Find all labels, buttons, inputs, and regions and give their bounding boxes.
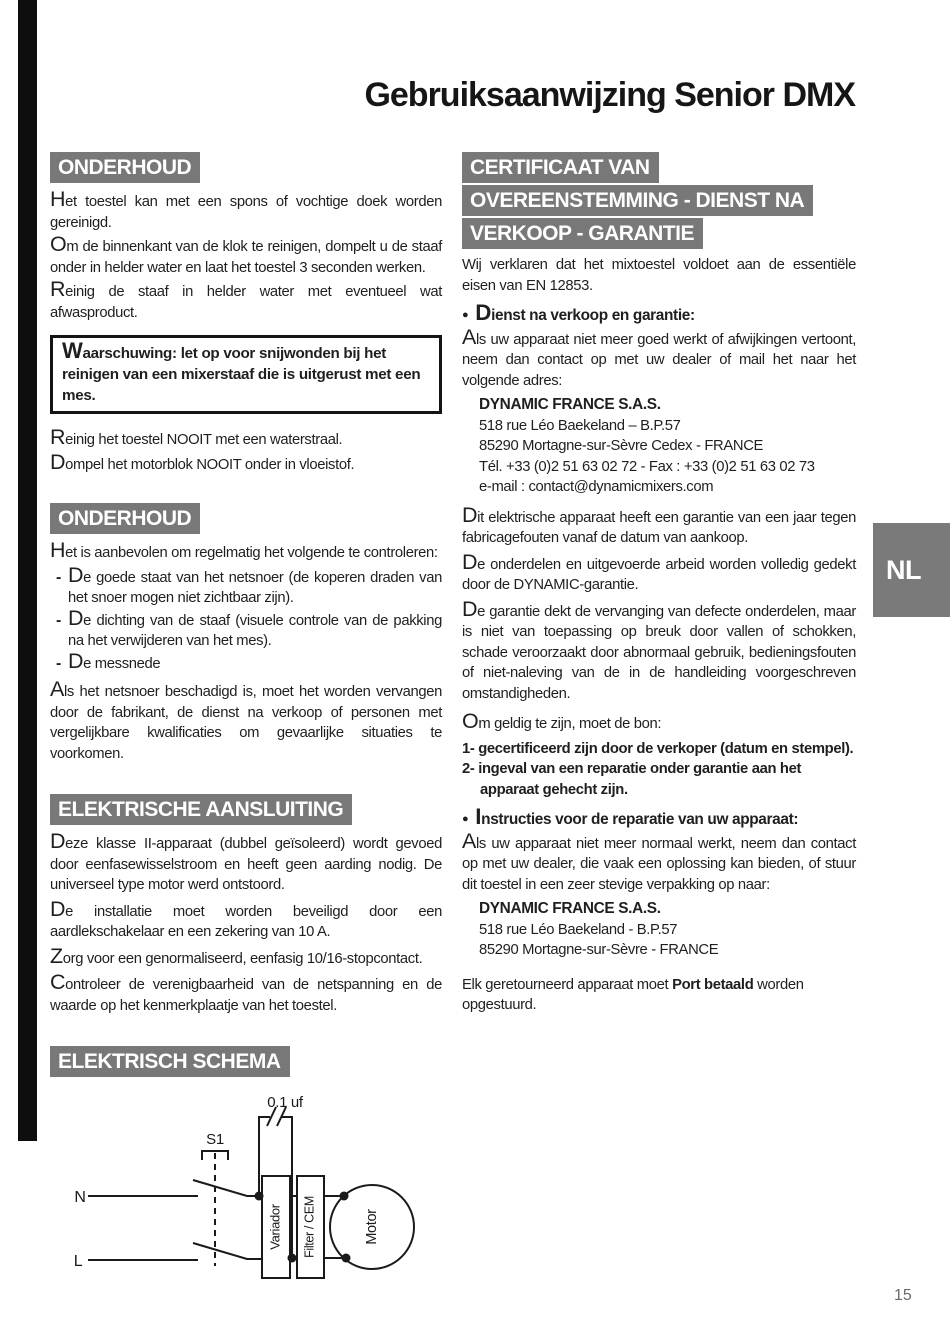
language-tab-nl: NL [873, 523, 950, 617]
checklist-item [50, 648, 442, 675]
paragraph: Dompel het motorblok NOOIT onder in vloeistof. [50, 449, 355, 474]
left-column [50, 152, 442, 1300]
paragraph: Reinig de staaf in helder water met eventueel wat afwasproduct. [50, 277, 442, 321]
address-email: e-mail : contact@dynamicmixers.com [479, 479, 714, 495]
dash-bullet: - [56, 654, 61, 672]
checklist-item [50, 605, 442, 652]
circuit-diagram [50, 1088, 450, 1300]
address-phone-fax: Tél. +33 (0)2 51 63 02 72 - Fax : +33 (0)2 51 63 02 73 [479, 458, 815, 475]
heading-line: CERTIFICAAT VAN [462, 152, 659, 183]
paragraph: Als uw apparaat niet meer goed werkt of afwijkingen vertoont, neem dan contact op met uw dealer of mail het naar het volgende adres: [462, 324, 856, 389]
paragraph: Als uw apparaat niet meer normaal werkt, neem dan contact op met uw dealer, die vaak een oplossing kan bieden, of stuur dit toestel in een zeer stevige verpakking op naar: [462, 828, 856, 893]
junction-dot [288, 1254, 297, 1263]
note-post: worden opgestuurd. [462, 976, 804, 1013]
subsection-heading-text: Dienst na verkoop en garantie: [475, 300, 695, 325]
section-heading-elektrische-aansluiting: ELEKTRISCHE AANSLUITING [50, 794, 352, 825]
heading-line: OVEREENSTEMMING - DIENST NA [462, 185, 813, 216]
note-pre: Elk geretourneerd apparaat moet [462, 976, 673, 993]
section-heading-onderhoud-1: ONDERHOUD [50, 152, 200, 183]
page-number: 15 [894, 1287, 912, 1304]
subsection-heading-service [462, 300, 856, 328]
paragraph: Om geldig te zijn, moet de bon: [462, 709, 662, 733]
warning-box [50, 335, 442, 414]
switch-label: S1 [206, 1131, 224, 1148]
right-column [462, 152, 856, 1016]
subsection-heading-text: Instructies voor de reparatie van uw apparaat: [475, 804, 799, 829]
paragraph: Controleer de verenigbaarheid van de netspanning en de waarde op het kenmerkplaatje van het toestel. [50, 970, 442, 1014]
address-block [479, 395, 856, 498]
paragraph: Het is aanbevolen om regelmatig het volgende te controleren: [50, 538, 438, 562]
checklist-item [50, 562, 442, 609]
filter-label: Filter / CEM [302, 1196, 317, 1258]
address-company: DYNAMIC FRANCE S.A.S. [479, 900, 661, 917]
subsection-heading-repair [462, 804, 856, 832]
page-title: Gebruiksaanwijzing Senior DMX [364, 76, 855, 114]
dash-bullet: - [56, 611, 61, 629]
return-shipping-note [462, 975, 856, 1016]
motor-label: Motor [363, 1209, 380, 1245]
neutral-label: N [74, 1189, 86, 1206]
junction-dot [342, 1254, 351, 1263]
checklist-item-text: De messnede [68, 648, 161, 673]
section-heading-onderhoud-2: ONDERHOUD [50, 503, 200, 534]
address-street: 518 rue Léo Baekeland – B.P.57 [479, 417, 681, 434]
checklist-item-text: De dichting van de staaf (visuele controle van de pakking na het verwijderen van het mes). [68, 605, 442, 649]
paragraph: Deze klasse II-apparaat (dubbel geïsoleerd) wordt gevoed door eenfasewisselstroom en heeft geen aarding nodig. De universeel type motor werd ontstoord. [50, 829, 442, 893]
validity-item-1: 1- gecertificeerd zijn door de verkoper (datum en stempel). [462, 740, 854, 757]
junction-dot [255, 1192, 264, 1201]
paragraph: Het toestel kan met een spons of vochtige doek worden gereinigd. [50, 187, 442, 231]
address-company: DYNAMIC FRANCE S.A.S. [479, 396, 661, 413]
bullet-icon: ● [462, 813, 469, 825]
section-heading-elektrisch-schema: ELEKTRISCH SCHEMA [50, 1046, 290, 1077]
address-block [479, 899, 856, 961]
bullet-icon: ● [462, 309, 469, 321]
warning-text: Waarschuwing: let op voor snijwonden bij het reinigen van een mixerstaaf die is uitgerust met een mes. [62, 338, 421, 404]
paragraph: Om de binnenkant van de klok te reinigen, dompelt u de staaf onder in helder water en laat het toestel 3 seconden werken. [50, 232, 442, 276]
line-label: L [73, 1253, 83, 1270]
paragraph: Wij verklaren dat het mixtoestel voldoet aan de essentiële eisen van EN 12853. [462, 257, 856, 294]
paragraph: De garantie dekt de vervanging van defecte onderdelen, maar is niet van toepassing op breuk door vallen of schokken, schade veroorzaakt door abnormaal gebruik, bedieningsfouten of niet-naleving van de in de handleiding voorgeschreven omstandigheden. [462, 596, 856, 702]
paragraph: Reinig het toestel NOOIT met een waterstraal. [50, 425, 343, 449]
checklist-item-text: De goede staat van het netsnoer (de koperen draden van het snoer mogen niet zichtbaar zijn). [68, 562, 442, 606]
section-heading-certificaat [462, 152, 856, 251]
heading-line: VERKOOP - GARANTIE [462, 218, 703, 249]
variator-label: Variador [267, 1204, 283, 1250]
dash-bullet: - [56, 568, 61, 586]
paragraph: De onderdelen en uitgevoerde arbeid worden volledig gedekt door de DYNAMIC-garantie. [462, 549, 856, 593]
address-city: 85290 Mortagne-sur-Sèvre Cedex - FRANCE [479, 438, 764, 454]
address-city: 85290 Mortagne-sur-Sèvre - FRANCE [479, 942, 719, 958]
paragraph: Zorg voor een genormaliseerd, eenfasig 10/16-stopcontact. [50, 943, 423, 968]
binding-edge-bar [18, 0, 37, 1141]
paragraph: De installatie moet worden beveiligd door een aardlekschakelaar en een zekering van 10 A. [50, 896, 442, 940]
paragraph: Dit elektrische apparaat heeft een garantie van een jaar tegen fabricagefouten vanaf de datum van aankoop. [462, 502, 856, 546]
switch-blade-n [193, 1180, 262, 1196]
junction-dot [340, 1192, 349, 1201]
switch-blade-l [193, 1243, 262, 1259]
capacitor-value-label: 0.1 uf [267, 1094, 303, 1111]
paragraph: Als het netsnoer beschadigd is, moet het worden vervangen door de fabrikant, de dienst na verkoop of personen met vergelijkbare kwalificaties om gevaarlijke situaties te voorkomen. [50, 677, 442, 762]
validity-item-2: 2- ingeval van een reparatie onder garantie aan het apparaat gehecht zijn. [462, 761, 802, 798]
note-bold: Port betaald [672, 976, 754, 993]
address-street: 518 rue Léo Baekeland - B.P.57 [479, 921, 678, 938]
